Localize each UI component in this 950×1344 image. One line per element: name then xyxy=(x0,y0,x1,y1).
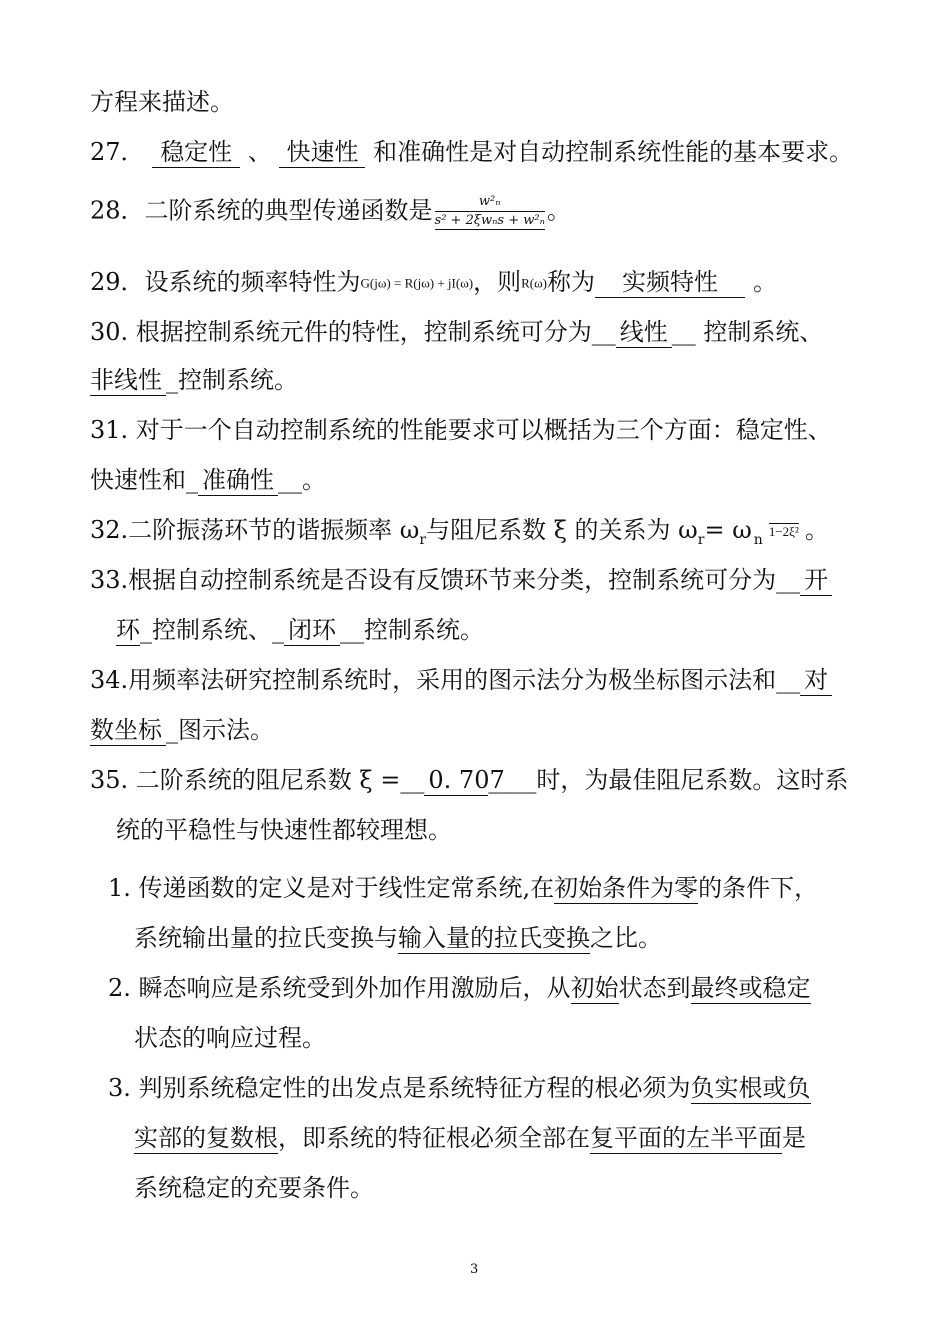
question-33: 33.根据自动控制系统是否设有反馈环节来分类，控制系统可分为__ 开 xyxy=(90,564,870,596)
answer-blank: 复平面的左半平面 xyxy=(590,1124,782,1152)
question-33-cont: 环_控制系统、_ 闭环 __控制系统。 xyxy=(116,616,484,644)
answer-blank: 实部的复数根 xyxy=(134,1124,278,1152)
question-31: 31. 对于一个自动控制系统的性能要求可以概括为三个方面：稳定性、 xyxy=(90,416,832,444)
answer-blank: 线性 xyxy=(616,317,672,348)
answer-blank: 数坐标 xyxy=(90,715,166,746)
text-line: 方程来描述。 xyxy=(90,88,234,116)
answer-blank: 初始条件为零 xyxy=(554,874,699,902)
question-32: 32.二阶振荡环节的谐振频率 $\omega_r$与阻尼系数 ξ 的关系为 $\omega_r= \omega$ $_n$1−2ξ² 。 xyxy=(90,516,829,548)
question-27: 27． 稳定性 、 快速性 和准确性是对自动控制系统性能的基本要求。 xyxy=(90,138,854,166)
answer-blank: 对 xyxy=(800,665,832,696)
question-34: 34.用频率法研究控制系统时，采用的图示法分为极坐标图示法和__ 对 xyxy=(90,664,870,696)
answer-blank: 负实根或负 xyxy=(690,1074,811,1102)
answer-blank: 最终或稳定 xyxy=(690,974,811,1002)
question-28: 28．二阶系统的典型传递函数是 $\frac{\text{w²ₙ}}{\text{s² + 2ξwₙs + w²ₙ}}$ 。 xyxy=(90,194,571,228)
item-2: 2. 瞬态响应是系统受到外加作用激励后，从初始状态到最终或稳定 xyxy=(108,974,811,1002)
item-3-cont: 实部的复数根，即系统的特征根必须全部在复平面的左半平面是 xyxy=(134,1124,806,1152)
answer-blank: 初始 xyxy=(570,974,619,1002)
question-35: 35. 二阶系统的阻尼系数 ξ =__ 0. 707____时，为最佳阻尼系数。这时系 xyxy=(90,766,849,794)
question-34-cont: 数坐标 _图示法。 xyxy=(90,716,274,744)
item-3: 3. 判别系统稳定性的出发点是系统特征方程的根必须为负实根或负 xyxy=(108,1074,811,1102)
question-30: 30. 根据控制系统元件的特性，控制系统可分为__ 线性 __ 控制系统、 xyxy=(90,318,824,346)
answer-blank: 稳定性 xyxy=(152,137,240,168)
formula: G(jω) = R(jω) + jI(ω) xyxy=(360,275,474,291)
answer-blank: 快速性 xyxy=(279,137,365,168)
answer-blank: 实频特性 xyxy=(595,267,745,298)
transfer-function-fraction: $\frac{\text{w²ₙ}}{\text{s² + 2ξwₙs + w²ₙ}}$ xyxy=(434,194,545,228)
answer-blank: 准确性 xyxy=(198,465,278,496)
answer-blank: 0. 707 xyxy=(424,765,488,796)
question-31-cont: 快速性和_ 准确性 __。 xyxy=(90,466,326,494)
page-number: 3 xyxy=(470,1262,479,1277)
sqrt-expression: 1−2ξ² xyxy=(768,523,799,539)
answer-blank: 开 xyxy=(800,565,832,596)
answer-blank: 环 xyxy=(116,616,140,644)
answer-blank: 闭环 xyxy=(284,615,340,646)
answer-blank: 输入量的拉氏变换 xyxy=(398,924,590,952)
question-29: 29．设系统的频率特性为G(jω) = R(jω) + jI(ω)，则R(ω)称为 实频特性 。 xyxy=(90,268,777,296)
item-2-cont: 状态的响应过程。 xyxy=(134,1024,326,1052)
item-3-cont2: 系统稳定的充要条件。 xyxy=(134,1174,374,1202)
item-1: 1. 传递函数的定义是对于线性定常系统,在初始条件为零的条件下， xyxy=(108,874,819,902)
question-30-cont: 非线性 _控制系统。 xyxy=(90,366,298,394)
item-1-cont: 系统输出量的拉氏变换与输入量的拉氏变换之比。 xyxy=(134,924,662,952)
question-35-cont: 统的平稳性与快速性都较理想。 xyxy=(116,816,452,844)
answer-blank: 非线性 xyxy=(90,365,166,396)
